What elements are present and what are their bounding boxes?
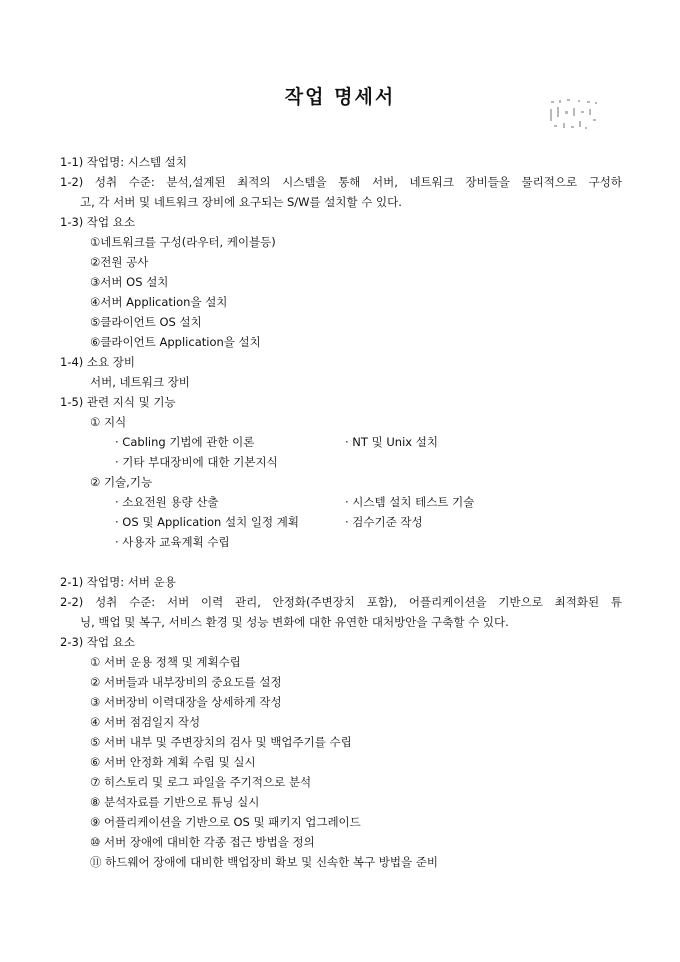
section-2-2-text: 닝, 백업 및 복구, 서비스 환경 및 성능 변화에 대한 유연한 대처방안을 구축할 수 있다. — [80, 615, 509, 629]
section-1-3-heading: 1-3) 작업 요소 — [60, 215, 136, 229]
work-item: ①네트워크를 구성(라우터, 케이블등) — [90, 235, 276, 249]
work-item: ⑩ 서버 장애에 대비한 각종 접근 방법을 정의 — [90, 835, 315, 849]
skill-item: · OS 및 Application 설치 일정 계획 — [115, 515, 299, 529]
work-item: ⑤클라이언트 OS 설치 — [90, 315, 202, 329]
skill-item: · 시스템 설치 테스트 기술 — [345, 495, 475, 509]
section-2-3-heading: 2-3) 작업 요소 — [60, 635, 136, 649]
work-item: ① 서버 운용 정책 및 계획수립 — [90, 655, 241, 669]
skill-item: · 검수기준 작성 — [345, 515, 423, 529]
section-1-2-heading: 1-2) 성취 수준: 분석,설계된 최적의 시스템을 통해 서버, 네트워크 장비들을 물리적으로 구성하 — [60, 175, 622, 189]
skills-heading: ② 기술,기능 — [90, 475, 153, 489]
document-title: 작업 명세서 — [284, 86, 396, 108]
section-1-1-heading: 1-1) 작업명: 시스템 설치 — [60, 155, 187, 169]
section-2-1-heading: 2-1) 작업명: 서버 운용 — [60, 575, 176, 589]
section-1-2-text: 고, 각 서버 및 네트워크 장비에 요구되는 S/W를 설치할 수 있다. — [80, 195, 402, 209]
work-item: ⑧ 분석자료를 기반으로 튜닝 실시 — [90, 795, 260, 809]
work-item: ④ 서버 점검일지 작성 — [90, 715, 201, 729]
section-2-2-heading: 2-2) 성취 수준: 서버 이력 관리, 안정화(주변장치 포함), 어플리케이션을 기반으로 최적화된 튜 — [60, 595, 622, 609]
skill-item: · 사용자 교육계획 수립 — [115, 535, 230, 549]
knowledge-item: · NT 및 Unix 설치 — [345, 435, 438, 449]
work-item: ⑦ 히스토리 및 로그 파일을 주기적으로 분석 — [90, 775, 312, 789]
equipment-text: 서버, 네트워크 장비 — [90, 375, 190, 389]
knowledge-item: · 기타 부대장비에 대한 기본지식 — [115, 455, 278, 469]
knowledge-heading: ① 지식 — [90, 415, 127, 429]
work-item: ⑥클라이언트 Application을 설치 — [90, 335, 261, 349]
work-item: ② 서버들과 내부장비의 중요도를 설정 — [90, 675, 282, 689]
work-item: ②전원 공사 — [90, 255, 149, 269]
work-item: ④서버 Application을 설치 — [90, 295, 228, 309]
knowledge-item: · Cabling 기법에 관한 이론 — [115, 435, 255, 449]
work-item: ⑤ 서버 내부 및 주변장치의 검사 및 백업주기를 수립 — [90, 735, 352, 749]
section-1-4-heading: 1-4) 소요 장비 — [60, 355, 136, 369]
work-item: ③서버 OS 설치 — [90, 275, 169, 289]
work-item: ⑨ 어플리케이션을 기반으로 OS 및 패키지 업그레이드 — [90, 815, 361, 829]
section-1-5-heading: 1-5) 관련 지식 및 기능 — [60, 395, 176, 409]
skill-item: · 소요전원 용량 산출 — [115, 495, 219, 509]
stamp-mark — [545, 97, 605, 133]
work-item: ⑥ 서버 안정화 계획 수립 및 실시 — [90, 755, 256, 769]
work-item: ③ 서버장비 이력대장을 상세하게 작성 — [90, 695, 282, 709]
work-item: ⑪ 하드웨어 장애에 대비한 백업장비 확보 및 신속한 복구 방법을 준비 — [90, 855, 438, 869]
